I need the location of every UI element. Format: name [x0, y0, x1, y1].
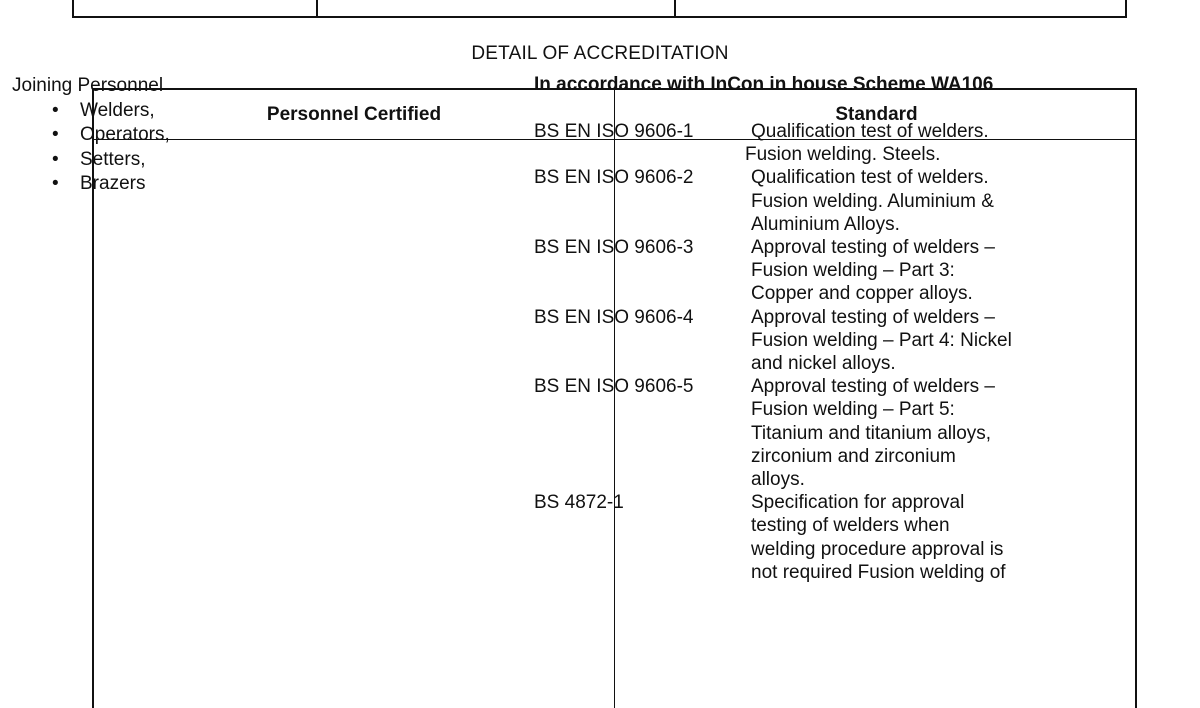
- personnel-cell: [12, 74, 170, 197]
- bullet-icon: •: [52, 173, 59, 194]
- bullet-icon: •: [52, 124, 59, 145]
- personnel-item: • Brazers: [12, 172, 170, 197]
- personnel-list: [12, 99, 170, 197]
- standard-description: Approval testing of welders – Fusion welding – Part 3: Copper and copper alloys.: [751, 237, 995, 305]
- previous-table-cell-2: [318, 0, 676, 16]
- standard-row: [534, 306, 1042, 376]
- standard-code: BS EN ISO 9606-5: [534, 376, 694, 398]
- standard-code: BS EN ISO 9606-1: [534, 121, 694, 142]
- standard-code: BS EN ISO 9606-2: [534, 167, 694, 189]
- standard-row: [534, 375, 1042, 491]
- previous-table-fragment: [72, 0, 1127, 18]
- previous-table-cell-3: [676, 0, 1125, 16]
- standard-code: BS 4872-1: [534, 492, 624, 514]
- standard-description: Approval testing of welders – Fusion welding – Part 5: Titanium and titanium alloys, zirconium and zirconium alloys.: [751, 376, 995, 491]
- personnel-item: • Setters,: [12, 148, 170, 173]
- personnel-group-label: Joining Personnel: [12, 75, 164, 96]
- standard-row: [534, 166, 1042, 236]
- standard-code: BS EN ISO 9606-3: [534, 237, 694, 259]
- standard-description: Specification for approval testing of welders when welding procedure approval is not required Fusion welding of: [751, 492, 1006, 583]
- scheme-heading: In accordance with InCon in house Scheme WA106: [534, 74, 994, 95]
- standards-list: [534, 120, 1042, 584]
- standard-code: BS EN ISO 9606-4: [534, 306, 694, 328]
- section-title: DETAIL OF ACCREDITATION: [471, 43, 729, 64]
- standard-row: [534, 491, 1042, 584]
- standard-row: [534, 236, 1042, 306]
- bullet-icon: •: [52, 148, 59, 170]
- personnel-item: • Welders,: [12, 99, 170, 124]
- standard-description: Qualification test of welders. Fusion welding. Aluminium & Aluminium Alloys.: [751, 167, 994, 235]
- standard-row: [534, 120, 1042, 166]
- previous-table-cell-1: [74, 0, 318, 16]
- standard-description: Approval testing of welders – Fusion welding – Part 4: Nickel and nickel alloys.: [751, 306, 1012, 375]
- standard-header: Standard: [835, 104, 918, 125]
- personnel-certified-header: Personnel Certified: [266, 104, 442, 125]
- standard-description: Qualification test of welders. Fusion welding. Steels.: [745, 121, 989, 166]
- bullet-icon: •: [52, 99, 59, 121]
- personnel-item: • Operators,: [12, 123, 170, 148]
